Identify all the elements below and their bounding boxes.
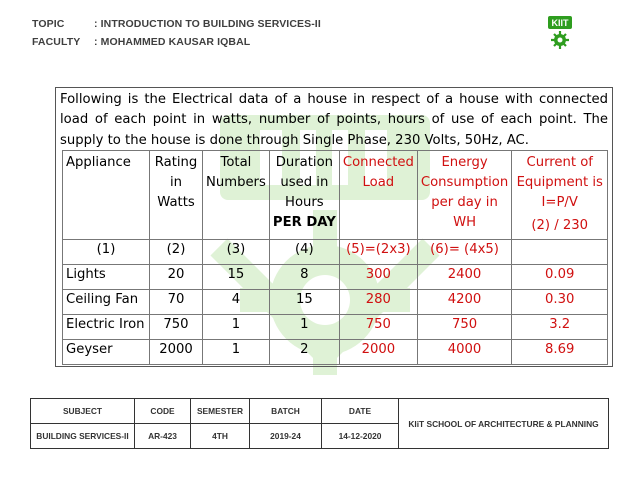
rating-cell: 70 bbox=[150, 290, 203, 315]
rating-cell: 750 bbox=[150, 315, 203, 340]
energy-cell: 750 bbox=[417, 315, 511, 340]
connected-cell: 280 bbox=[339, 290, 417, 315]
batch-label: BATCH bbox=[250, 399, 322, 424]
semester-value: 4TH bbox=[191, 424, 250, 449]
current-cell: 0.09 bbox=[512, 265, 608, 290]
faculty-label: FACULTY bbox=[32, 36, 81, 48]
appliance-cell: Ceiling Fan bbox=[63, 290, 150, 315]
current-cell: 3.2 bbox=[512, 315, 608, 340]
batch-value: 2019-24 bbox=[250, 424, 322, 449]
semester-label: SEMESTER bbox=[191, 399, 250, 424]
table-row bbox=[63, 340, 608, 365]
header-duration: Duration used in Hours PER DAY bbox=[269, 151, 339, 240]
school-name: KIiT SCHOOL OF ARCHITECTURE & PLANNING bbox=[399, 399, 609, 449]
index-cell bbox=[512, 240, 608, 265]
connected-cell: 2000 bbox=[339, 340, 417, 365]
table-index-row bbox=[63, 240, 608, 265]
header-appliance: Appliance bbox=[63, 151, 150, 240]
appliance-cell: Electric Iron bbox=[63, 315, 150, 340]
index-cell: (6)= (4x5) bbox=[417, 240, 511, 265]
date-label: DATE bbox=[322, 399, 399, 424]
duration-cell: 1 bbox=[269, 315, 339, 340]
connected-cell: 750 bbox=[339, 315, 417, 340]
intro-paragraph: Following is the Electrical data of a house in respect of a house with connected load of each point in watts, number of points, hours of use of each point. The supply to the house is done through Single Phase, 230 Volts, 50Hz, AC. bbox=[60, 92, 608, 148]
code-value: AR-423 bbox=[135, 424, 191, 449]
header-rating: Rating in Watts bbox=[150, 151, 203, 240]
total-cell: 15 bbox=[203, 265, 270, 290]
topic-label: TOPIC bbox=[32, 18, 65, 30]
subject-label: SUBJECT bbox=[31, 399, 135, 424]
date-value: 14-12-2020 bbox=[322, 424, 399, 449]
subject-value: BUILDING SERVICES-II bbox=[31, 424, 135, 449]
total-cell: 4 bbox=[203, 290, 270, 315]
duration-cell: 8 bbox=[269, 265, 339, 290]
faculty-line bbox=[32, 36, 250, 48]
header-energy-consumption: Energy Consumption per day in WH bbox=[417, 151, 511, 240]
table-row bbox=[63, 315, 608, 340]
rating-cell: 2000 bbox=[150, 340, 203, 365]
header-connected-load: Connected Load bbox=[339, 151, 417, 240]
total-cell: 1 bbox=[203, 315, 270, 340]
svg-text:KIIT: KIIT bbox=[551, 18, 569, 28]
current-cell: 8.69 bbox=[512, 340, 608, 365]
header-total-numbers: Total Numbers bbox=[203, 151, 270, 240]
table-row bbox=[63, 265, 608, 290]
faculty-value: : MOHAMMED KAUSAR IQBAL bbox=[94, 36, 251, 48]
header-current: Current of Equipment is I=P/V (2) / 230 bbox=[512, 151, 608, 240]
index-cell: (1) bbox=[63, 240, 150, 265]
energy-cell: 2400 bbox=[417, 265, 511, 290]
index-cell: (5)=(2x3) bbox=[339, 240, 417, 265]
code-label: CODE bbox=[135, 399, 191, 424]
appliance-cell: Geyser bbox=[63, 340, 150, 365]
connected-cell: 300 bbox=[339, 265, 417, 290]
total-cell: 1 bbox=[203, 340, 270, 365]
table-header-row bbox=[63, 151, 608, 240]
appliance-cell: Lights bbox=[63, 265, 150, 290]
energy-cell: 4000 bbox=[417, 340, 511, 365]
rating-cell: 20 bbox=[150, 265, 203, 290]
table-row bbox=[63, 290, 608, 315]
duration-cell: 15 bbox=[269, 290, 339, 315]
topic-line bbox=[32, 18, 321, 30]
kiit-logo-icon bbox=[544, 14, 576, 50]
energy-cell: 4200 bbox=[417, 290, 511, 315]
index-cell: (3) bbox=[203, 240, 270, 265]
duration-cell: 2 bbox=[269, 340, 339, 365]
topic-value: : INTRODUCTION TO BUILDING SERVICES-II bbox=[94, 18, 321, 30]
electrical-data-table bbox=[62, 150, 608, 365]
index-cell: (4) bbox=[269, 240, 339, 265]
footer-table bbox=[30, 398, 609, 449]
index-cell: (2) bbox=[150, 240, 203, 265]
current-cell: 0.30 bbox=[512, 290, 608, 315]
